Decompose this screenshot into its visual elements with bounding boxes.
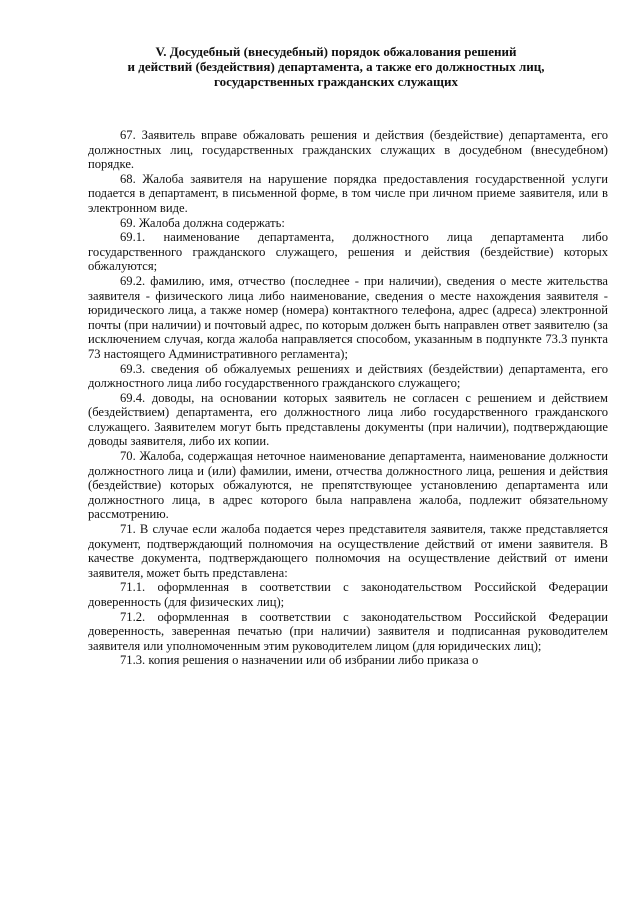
heading-line-1: V. Досудебный (внесудебный) порядок обжалования решений bbox=[155, 44, 517, 59]
paragraph-67: 67. Заявитель вправе обжаловать решения и действия (бездействие) департамента, его должностных лиц, государственных гражданских служащих в досудебном (внесудебном) порядке. bbox=[88, 128, 608, 172]
paragraph-69: 69. Жалоба должна содержать: bbox=[120, 215, 285, 230]
paragraph-68: 68. Жалоба заявителя на нарушение порядка предоставления государственной услуги подается в департамент, в письменной форме, в том числе при личном приеме заявителя, или в электронном виде. bbox=[88, 171, 608, 215]
heading-line-3: государственных гражданских служащих bbox=[214, 74, 458, 89]
heading-line-2: и действий (бездействия) департамента, а также его должностных лиц, bbox=[127, 59, 545, 74]
section-heading bbox=[80, 44, 592, 89]
paragraph-71-1: 71.1. оформленная в соответствии с законодательством Российской Федерации доверенность (для физических лиц); bbox=[88, 580, 608, 609]
paragraph-70: 70. Жалоба, содержащая неточное наименование департамента, наименование должности должностного лица и (или) фамилии, имени, отчества должностного лица, решения и действия (бездействие) которых обжалуются, не препятствующее установлению департамента или должностного лица, в адрес которого была направлена жалоба, подлежит обязательному рассмотрению. bbox=[88, 449, 608, 522]
paragraph-71: 71. В случае если жалоба подается через представителя заявителя, также представляется документ, подтверждающий полномочия на осуществление действий от имени заявителя. В качестве документа, подтверждающего полномочия на осуществление действий от имени заявителя, может быть представлена: bbox=[88, 522, 608, 580]
paragraph-69-2: 69.2. фамилию, имя, отчество (последнее - при наличии), сведения о месте жительства заявителя - физического лица либо наименование, сведения о месте нахождения заявителя - юридического лица, а также номер (номера) контактного телефона, адрес (адреса) электронной почты (при наличии) и почтовый адрес, по которым должен быть направлен ответ заявителю (за исключением случая, когда жалоба направляется способом, указанным в подпункте 73.3 пункта 73 настоящего Административного регламента); bbox=[88, 273, 608, 361]
paragraph-69-1: 69.1. наименование департамента, должностного лица департамента либо государственного гражданского служащего, решения и действия (бездействие) которых обжалуются; bbox=[88, 230, 608, 274]
document-body bbox=[88, 128, 608, 668]
paragraph-71-3: 71.3. копия решения о назначении или об избрании либо приказа о bbox=[120, 653, 479, 668]
paragraph-71-2: 71.2. оформленная в соответствии с законодательством Российской Федерации доверенность, заверенная печатью (при наличии) заявителя и подписанная руководителем заявителя или уполномоченным этим руководителем лицом (для юридических лиц); bbox=[88, 609, 608, 653]
paragraph-69-4: 69.4. доводы, на основании которых заявитель не согласен с решением и действием (бездействием) департамента, его должностного лица либо государственного гражданского служащего. Заявителем могут быть представлены документы (при наличии), подтверждающие доводы заявителя, либо их копии. bbox=[88, 390, 608, 449]
paragraph-69-3: 69.3. сведения об обжалуемых решениях и действиях (бездействии) департамента, его должностного лица либо государственного гражданского служащего; bbox=[88, 361, 608, 391]
